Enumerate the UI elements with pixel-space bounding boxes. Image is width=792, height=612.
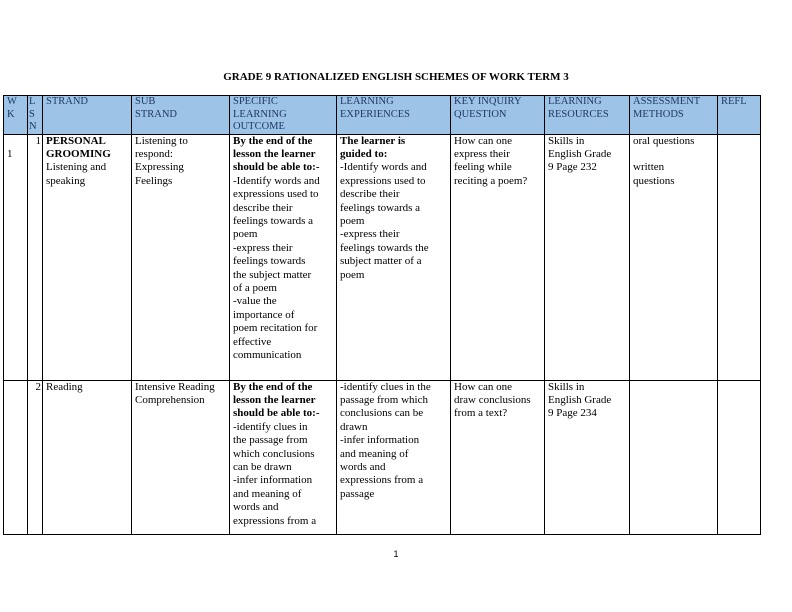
experiences-cell — [337, 380, 451, 534]
experiences-intro: The learner is guided to: — [340, 134, 406, 160]
strand-cell — [43, 380, 132, 534]
header-strand: STRAND — [43, 96, 132, 135]
outcome-text: -Identify words and expressions used to describe their feelings towards a poem -express their feelings towards the subject matter of a poem -value the importance of poem recitation for effective communication — [233, 174, 320, 361]
inquiry-cell: How can one draw conclusions from a text? — [451, 380, 545, 534]
header-key-inquiry-question: KEY INQUIRY QUESTION — [451, 96, 545, 135]
inquiry-cell: How can one express their feeling while reciting a poem? — [451, 134, 545, 380]
week-cell — [4, 380, 28, 534]
reflection-cell — [718, 134, 761, 380]
sub-strand-cell: Listening to respond: Expressing Feelings — [132, 134, 230, 380]
lesson-cell: 1 — [28, 134, 43, 380]
outcome-intro: By the end of the lesson the learner should be able to:- — [233, 380, 320, 420]
header-reflection: REFL — [718, 96, 761, 135]
sub-strand-cell: Intensive Reading Comprehension — [132, 380, 230, 534]
table-row — [4, 134, 761, 380]
header-row — [4, 96, 761, 135]
outcome-cell — [230, 380, 337, 534]
header-specific-learning-outcome: SPECIFIC LEARNING OUTCOME — [230, 96, 337, 135]
header-wk: W K — [4, 96, 28, 135]
outcome-text: -identify clues in the passage from which conclusions can be drawn -infer information and meaning of words and expressions from a — [233, 420, 317, 527]
page-number: 1 — [393, 549, 399, 559]
header-assessment-methods: ASSESSMENT METHODS — [630, 96, 718, 135]
strand-cell — [43, 134, 132, 380]
header-sub-strand: SUB STRAND — [132, 96, 230, 135]
strand-text: Reading — [46, 380, 83, 393]
header-learning-resources: LEARNING RESOURCES — [545, 96, 630, 135]
header-lsn: L S N — [28, 96, 43, 135]
reflection-cell — [718, 380, 761, 534]
experiences-cell — [337, 134, 451, 380]
experiences-text: -Identify words and expressions used to describe their feelings towards a poem -express their feelings towards the subject matter of a poem — [340, 161, 429, 281]
resources-cell: Skills in English Grade 9 Page 234 — [545, 380, 630, 534]
assessment-cell: oral questions written questions — [630, 134, 718, 380]
outcome-intro: By the end of the lesson the learner should be able to:- — [233, 134, 320, 174]
assessment-cell — [630, 380, 718, 534]
resources-cell: Skills in English Grade 9 Page 232 — [545, 134, 630, 380]
strand-title: PERSONAL GROOMING — [46, 134, 111, 160]
outcome-cell — [230, 134, 337, 380]
lesson-cell: 2 — [28, 380, 43, 534]
document-title: GRADE 9 RATIONALIZED ENGLISH SCHEMES OF WORK TERM 3 — [223, 71, 569, 83]
header-learning-experiences: LEARNING EXPERIENCES — [337, 96, 451, 135]
scheme-of-work-table — [3, 95, 761, 535]
week-cell — [4, 134, 28, 380]
week-value: 1 — [7, 147, 13, 160]
table-row — [4, 380, 761, 534]
strand-text: Listening and speaking — [46, 161, 107, 187]
experiences-text: -identify clues in the passage from which conclusions can be drawn -infer information and meaning of words and expressions from a passage — [340, 380, 431, 500]
